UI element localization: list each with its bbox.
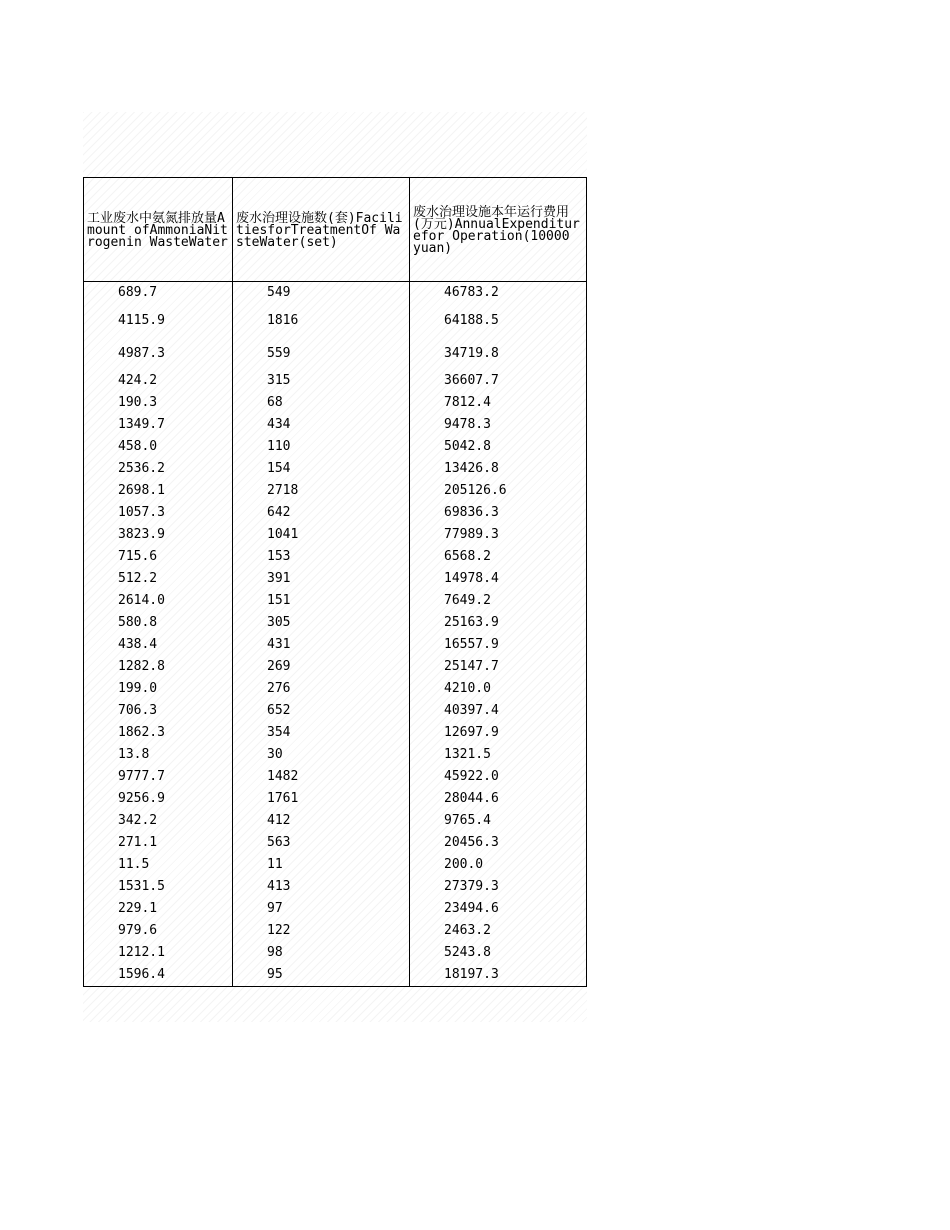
table-row <box>84 502 587 524</box>
cell-expenditure: 12697.9 <box>410 722 587 744</box>
cell-expenditure: 40397.4 <box>410 700 587 722</box>
cell-facilities: 434 <box>233 414 410 436</box>
cell-expenditure: 4210.0 <box>410 678 587 700</box>
table-row <box>84 392 587 414</box>
table-row <box>84 370 587 392</box>
cell-expenditure: 13426.8 <box>410 458 587 480</box>
cell-ammonia-nitrogen: 715.6 <box>84 546 233 568</box>
cell-expenditure: 16557.9 <box>410 634 587 656</box>
cell-ammonia-nitrogen: 689.7 <box>84 282 233 305</box>
table-row <box>84 920 587 942</box>
cell-ammonia-nitrogen: 1862.3 <box>84 722 233 744</box>
table-row <box>84 722 587 744</box>
cell-ammonia-nitrogen: 229.1 <box>84 898 233 920</box>
cell-facilities: 2718 <box>233 480 410 502</box>
cell-expenditure: 25147.7 <box>410 656 587 678</box>
cell-expenditure: 28044.6 <box>410 788 587 810</box>
table-row <box>84 788 587 810</box>
table-row <box>84 678 587 700</box>
cell-facilities: 315 <box>233 370 410 392</box>
cell-facilities: 412 <box>233 810 410 832</box>
cell-expenditure: 34719.8 <box>410 337 587 370</box>
table-row <box>84 568 587 590</box>
cell-expenditure: 36607.7 <box>410 370 587 392</box>
table-row <box>84 546 587 568</box>
cell-expenditure: 64188.5 <box>410 304 587 337</box>
cell-ammonia-nitrogen: 3823.9 <box>84 524 233 546</box>
cell-ammonia-nitrogen: 458.0 <box>84 436 233 458</box>
cell-expenditure: 7649.2 <box>410 590 587 612</box>
cell-expenditure: 2463.2 <box>410 920 587 942</box>
table-row <box>84 810 587 832</box>
cell-facilities: 68 <box>233 392 410 414</box>
cell-expenditure: 205126.6 <box>410 480 587 502</box>
table-body <box>84 282 587 987</box>
table-row <box>84 480 587 502</box>
cell-facilities: 305 <box>233 612 410 634</box>
cell-facilities: 276 <box>233 678 410 700</box>
table-row <box>84 414 587 436</box>
cell-ammonia-nitrogen: 13.8 <box>84 744 233 766</box>
cell-expenditure: 7812.4 <box>410 392 587 414</box>
cell-facilities: 110 <box>233 436 410 458</box>
cell-expenditure: 6568.2 <box>410 546 587 568</box>
table-row <box>84 590 587 612</box>
cell-ammonia-nitrogen: 4987.3 <box>84 337 233 370</box>
data-table <box>83 177 587 987</box>
cell-ammonia-nitrogen: 2698.1 <box>84 480 233 502</box>
cell-facilities: 269 <box>233 656 410 678</box>
header-treatment-facilities: 废水治理设施数(套)FacilitiesforTreatmentOf WasteWater(set) <box>233 178 410 282</box>
cell-facilities: 1482 <box>233 766 410 788</box>
cell-facilities: 652 <box>233 700 410 722</box>
cell-ammonia-nitrogen: 271.1 <box>84 832 233 854</box>
table-row <box>84 854 587 876</box>
cell-expenditure: 5243.8 <box>410 942 587 964</box>
cell-ammonia-nitrogen: 580.8 <box>84 612 233 634</box>
table-row <box>84 964 587 987</box>
cell-ammonia-nitrogen: 1531.5 <box>84 876 233 898</box>
cell-facilities: 11 <box>233 854 410 876</box>
table-row <box>84 876 587 898</box>
cell-expenditure: 5042.8 <box>410 436 587 458</box>
cell-ammonia-nitrogen: 199.0 <box>84 678 233 700</box>
table-row <box>84 634 587 656</box>
table-row <box>84 612 587 634</box>
table-row <box>84 524 587 546</box>
cell-ammonia-nitrogen: 9256.9 <box>84 788 233 810</box>
cell-facilities: 642 <box>233 502 410 524</box>
cell-facilities: 431 <box>233 634 410 656</box>
cell-ammonia-nitrogen: 1596.4 <box>84 964 233 987</box>
header-annual-expenditure: 废水治理设施本年运行费用(万元)AnnualExpenditurefor Operation(10000 yuan) <box>410 178 587 282</box>
cell-facilities: 153 <box>233 546 410 568</box>
cell-facilities: 1761 <box>233 788 410 810</box>
cell-facilities: 391 <box>233 568 410 590</box>
cell-ammonia-nitrogen: 706.3 <box>84 700 233 722</box>
cell-expenditure: 27379.3 <box>410 876 587 898</box>
cell-facilities: 30 <box>233 744 410 766</box>
cell-facilities: 98 <box>233 942 410 964</box>
cell-expenditure: 9765.4 <box>410 810 587 832</box>
cell-expenditure: 23494.6 <box>410 898 587 920</box>
cell-expenditure: 200.0 <box>410 854 587 876</box>
cell-facilities: 97 <box>233 898 410 920</box>
cell-ammonia-nitrogen: 979.6 <box>84 920 233 942</box>
cell-expenditure: 46783.2 <box>410 282 587 305</box>
cell-ammonia-nitrogen: 512.2 <box>84 568 233 590</box>
table-row <box>84 942 587 964</box>
cell-expenditure: 45922.0 <box>410 766 587 788</box>
cell-expenditure: 14978.4 <box>410 568 587 590</box>
cell-facilities: 549 <box>233 282 410 305</box>
cell-facilities: 559 <box>233 337 410 370</box>
table-row <box>84 656 587 678</box>
cell-expenditure: 9478.3 <box>410 414 587 436</box>
cell-facilities: 354 <box>233 722 410 744</box>
cell-ammonia-nitrogen: 9777.7 <box>84 766 233 788</box>
cell-ammonia-nitrogen: 4115.9 <box>84 304 233 337</box>
header-row <box>84 178 587 282</box>
cell-expenditure: 77989.3 <box>410 524 587 546</box>
cell-expenditure: 20456.3 <box>410 832 587 854</box>
table-row <box>84 337 587 370</box>
table-row <box>84 766 587 788</box>
table-row <box>84 458 587 480</box>
table-row <box>84 898 587 920</box>
cell-ammonia-nitrogen: 1282.8 <box>84 656 233 678</box>
table-row <box>84 832 587 854</box>
cell-expenditure: 1321.5 <box>410 744 587 766</box>
cell-ammonia-nitrogen: 342.2 <box>84 810 233 832</box>
table-row <box>84 282 587 305</box>
cell-ammonia-nitrogen: 1349.7 <box>84 414 233 436</box>
cell-ammonia-nitrogen: 1212.1 <box>84 942 233 964</box>
cell-facilities: 1041 <box>233 524 410 546</box>
cell-expenditure: 25163.9 <box>410 612 587 634</box>
cell-ammonia-nitrogen: 2614.0 <box>84 590 233 612</box>
cell-facilities: 1816 <box>233 304 410 337</box>
table-row <box>84 700 587 722</box>
cell-ammonia-nitrogen: 190.3 <box>84 392 233 414</box>
table-row <box>84 436 587 458</box>
header-ammonia-nitrogen: 工业废水中氨氮排放量Amount ofAmmoniaNitrogenin WasteWater <box>84 178 233 282</box>
table-row <box>84 304 587 337</box>
table-row <box>84 744 587 766</box>
cell-facilities: 95 <box>233 964 410 987</box>
cell-ammonia-nitrogen: 424.2 <box>84 370 233 392</box>
cell-ammonia-nitrogen: 438.4 <box>84 634 233 656</box>
cell-facilities: 154 <box>233 458 410 480</box>
cell-expenditure: 18197.3 <box>410 964 587 987</box>
table-header <box>84 178 587 282</box>
cell-facilities: 413 <box>233 876 410 898</box>
cell-ammonia-nitrogen: 2536.2 <box>84 458 233 480</box>
cell-facilities: 151 <box>233 590 410 612</box>
cell-ammonia-nitrogen: 1057.3 <box>84 502 233 524</box>
cell-facilities: 563 <box>233 832 410 854</box>
cell-ammonia-nitrogen: 11.5 <box>84 854 233 876</box>
cell-expenditure: 69836.3 <box>410 502 587 524</box>
cell-facilities: 122 <box>233 920 410 942</box>
